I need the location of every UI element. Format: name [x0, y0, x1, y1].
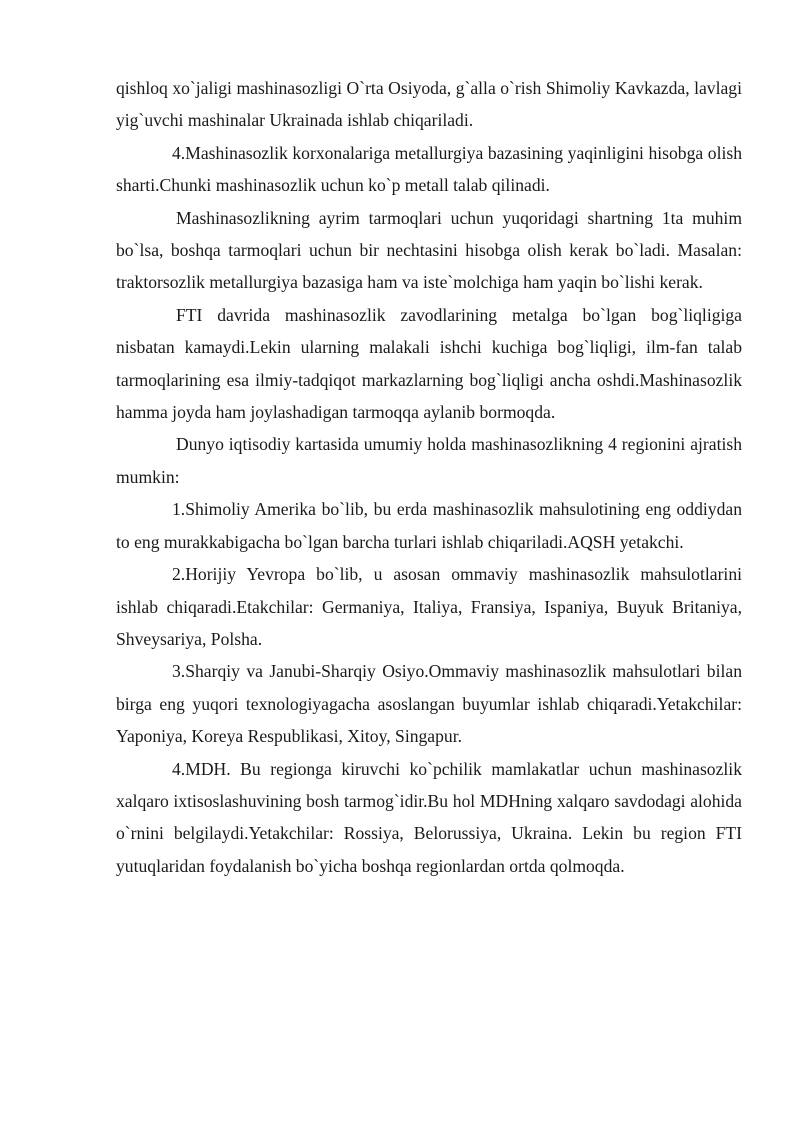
document-body: [116, 72, 742, 882]
paragraph-four-regions: Dunyo iqtisodiy kartasida umumiy holda mashinasozlikning 4 regionini ajratish mumkin:: [116, 434, 742, 487]
paragraph-region-north-america: 1.Shimoliy Amerika bo`lib, bu erda mashinasozlik mahsulotining eng oddiydan to eng murakkabigacha bo`lgan barcha turlari ishlab chiqariladi.AQSH yetakchi.: [116, 499, 742, 552]
paragraph-continuation: qishloq xo`jaligi mashinasozligi O`rta Osiyoda, g`alla o`rish Shimoliy Kavkazda, lavlagi yig`uvchi mashinalar Ukrainada ishlab chiqariladi.: [116, 78, 742, 131]
paragraph-region-europe: 2.Horijiy Yevropa bo`lib, u asosan ommaviy mashinasozlik mahsulotlarini ishlab chiqaradi.Etakchilar: Germaniya, Italiya, Fransiya, Ispaniya, Buyuk Britaniya, Shveysariya, Polsha.: [116, 564, 742, 649]
paragraph-region-east-asia: 3.Sharqiy va Janubi-Sharqiy Osiyo.Ommaviy mashinasozlik mahsulotlari bilan birga eng yuqori texnologiyagacha asoslangan buyumlar ishlab chiqaradi.Yetakchilar: Yaponiya, Koreya Respublikasi, Xitoy, Singapur.: [116, 661, 742, 747]
paragraph-fti-period: FTI davrida mashinasozlik zavodlarining metalga bo`lgan bog`liqligiga nisbatan kamaydi.Lekin ularning malakali ishchi kuchiga bog`liqligi, ilm-fan talab tarmoqlarining esa ilmiy-tadqiqot markazlarning bog`liqligi ancha oshdi.Mashinasozlik hamma joyda ham joylashadigan tarmoqqa aylanib bormoqda.: [116, 304, 742, 423]
paragraph-metallurgy-condition: 4.Mashinasozlik korxonalariga metallurgiya bazasining yaqinligini hisobga olish sharti.Chunki mashinasozlik uchun ko`p metall talab qilinadi.: [116, 142, 742, 196]
paragraph-region-cis: 4.MDH. Bu regionga kiruvchi ko`pchilik mamlakatlar uchun mashinasozlik xalqaro ixtisoslashuvining bosh tarmog`idir.Bu hol MDHning xalqaro savdodagi alohida o`rnini belgilaydi.Yetakchilar: Rossiya, Belorussiya, Ukraina. Lekin bu region FTI yutuqlaridan foydalanish bo`yicha boshqa regionlardan ortda qolmoqda.: [116, 758, 742, 876]
paragraph-branch-conditions: Mashinasozlikning ayrim tarmoqlari uchun yuqoridagi shartning 1ta muhim bo`lsa, boshqa tarmoqlari uchun bir nechtasini hisobga olish kerak bo`ladi. Masalan: traktorsozlik metallurgiya bazasiga ham va iste`molchiga ham yaqin bo`lishi kerak.: [116, 207, 742, 293]
